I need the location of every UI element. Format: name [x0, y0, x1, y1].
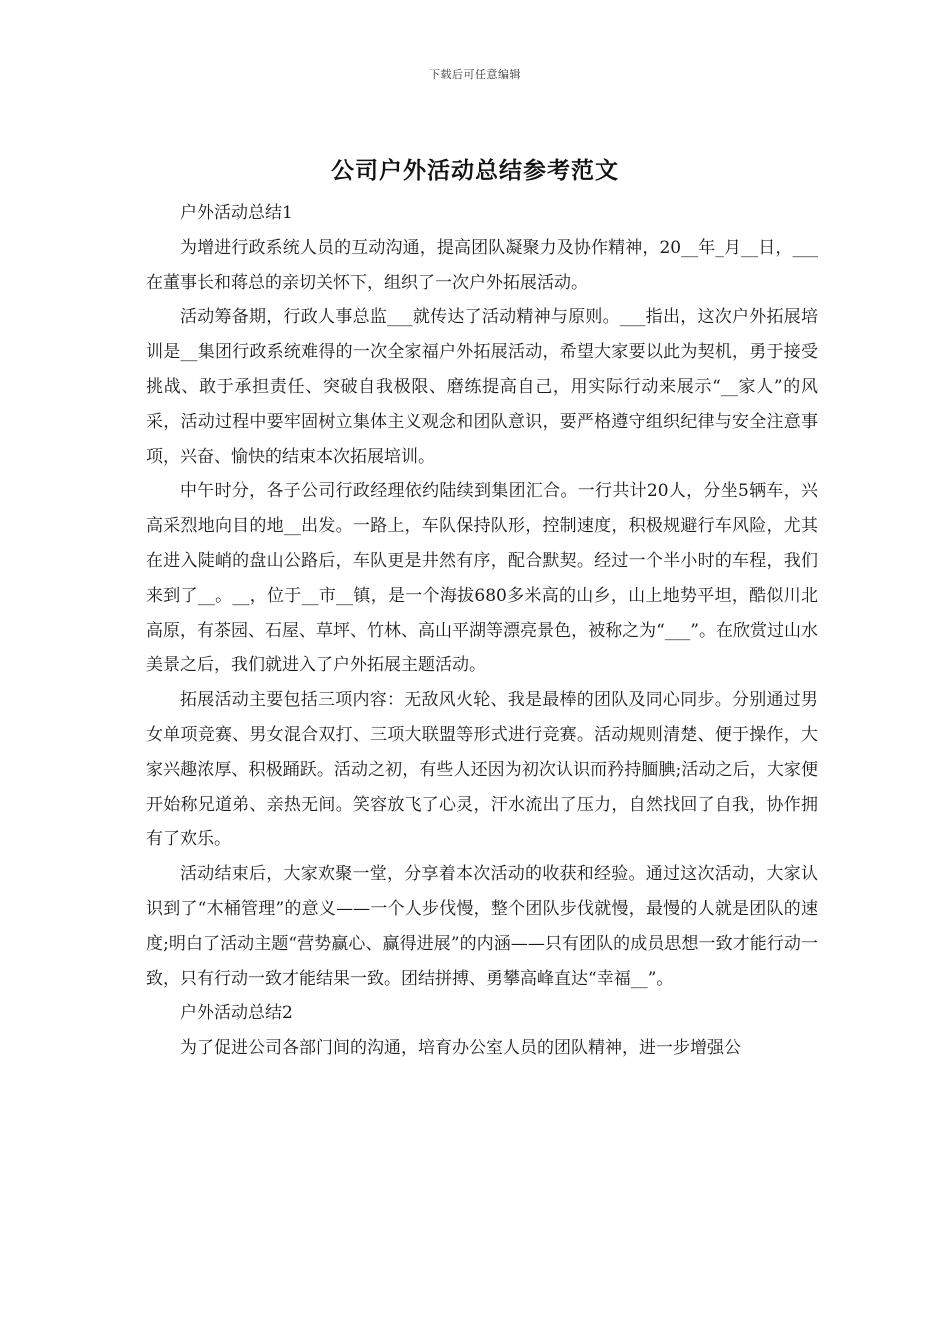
- document-body: [146, 196, 818, 1066]
- paragraph: 活动筹备期，行政人事总监___就传达了活动精神与原则。___指出，这次户外拓展培训是__集团行政系统难得的一次全家福户外拓展活动，希望大家要以此为契机，勇于接受挑战、敢于承担责任、突破自我极限、磨练提高自己，用实际行动来展示“__家人”的风采，活动过程中要牢固树立集体主义观念和团队意识，要严格遵守组织纪律与安全注意事项，兴奋、愉快的结束本次拓展培训。: [146, 307, 818, 467]
- header-note: 下载后可任意编辑: [429, 68, 521, 81]
- paragraph: 拓展活动主要包括三项内容：无敌风火轮、我是最棒的团队及同心同步。分别通过男女单项竞赛、男女混合双打、三项大联盟等形式进行竞赛。活动规则清楚、便于操作，大家兴趣浓厚、积极踊跃。活动之初，有些人还因为初次认识而矜持腼腆;活动之后，大家便开始称兄道弟、亲热无间。笑容放飞了心灵，汗水流出了压力，自然找回了自我，协作拥有了欢乐。: [146, 690, 818, 850]
- paragraph: 为了促进公司各部门间的沟通，培育办公室人员的团队精神，进一步增强公: [180, 1038, 741, 1059]
- section-heading-1: 户外活动总结1: [180, 203, 293, 223]
- paragraph: 中午时分，各子公司行政经理依约陆续到集团汇合。一行共计20人，分坐5辆车，兴高采烈地向目的地__出发。一路上，车队保持队形，控制速度，积极规避行车风险，尤其在进入陡峭的盘山公路后，车队更是井然有序，配合默契。经过一个半小时的车程，我们来到了__。__，位于__市__镇，是一个海拔680多米高的山乡，山上地势平坦，酷似川北高原，有茶园、石屋、草坪、竹林、高山平湖等漂亮景色，被称之为“___”。在欣赏过山水美景之后，我们就进入了户外拓展主题活动。: [146, 481, 818, 676]
- document-title: 公司户外活动总结参考范文: [331, 157, 619, 184]
- paragraph: 活动结束后，大家欢聚一堂，分享着本次活动的收获和经验。通过这次活动，大家认识到了“木桶管理”的意义——一个人步伐慢，整个团队步伐就慢，最慢的人就是团队的速度;明白了活动主题“营势赢心、赢得进展”的内涵——只有团队的成员思想一致才能行动一致，只有行动一致才能结果一致。团结拼搏、勇攀高峰直达“幸福__”。: [146, 864, 818, 989]
- paragraph: 为增进行政系统人员的互动沟通，提高团队凝聚力及协作精神，20__年_月__日，___在董事长和蒋总的亲切关怀下，组织了一次户外拓展活动。: [146, 237, 818, 293]
- section-heading-2: 户外活动总结2: [180, 1003, 293, 1024]
